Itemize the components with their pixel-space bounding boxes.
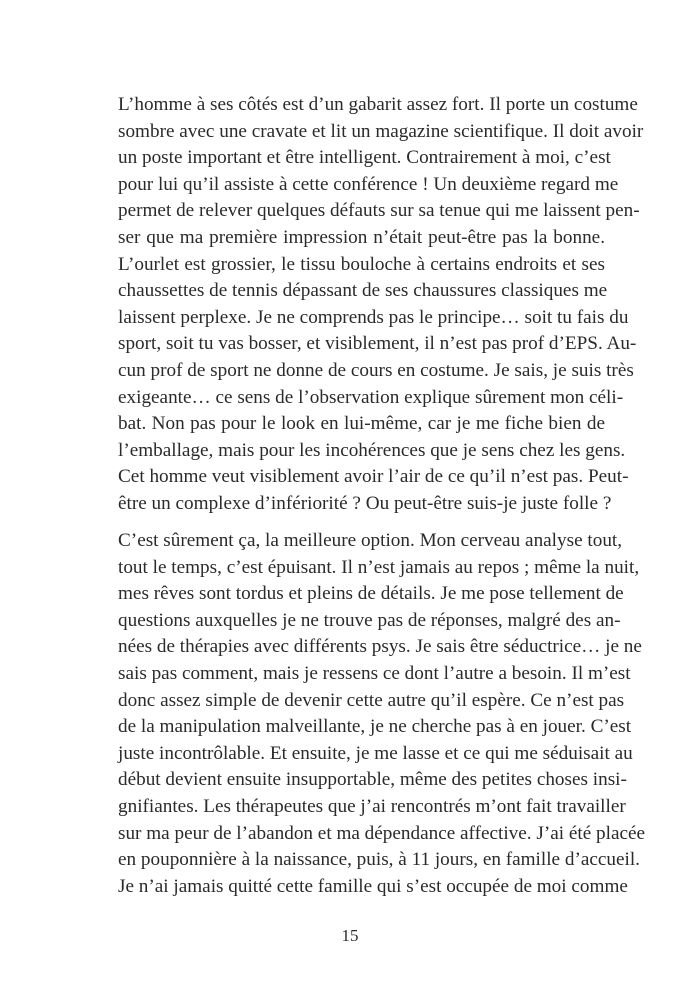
text-line: sur ma peur de l’abandon et ma dépendance affective. J’ai été placée <box>118 822 646 844</box>
text-line: questions auxquelles je ne trouve pas de réponses, malgré des an- <box>118 609 621 631</box>
text-line: pour lui qu’il assiste à cette conférence ! Un deuxième regard me <box>118 173 619 195</box>
text-line: L’homme à ses côtés est d’un gabarit assez fort. Il porte un costume <box>118 94 638 115</box>
text-line: Cet homme veut visiblement avoir l’air de ce qu’il n’est pas. Peut- <box>118 466 629 488</box>
text-line: être un complexe d’infériorité ? Ou peut-être suis-je juste folle ? <box>118 492 612 514</box>
text-line: cun prof de sport ne donne de cours en costume. Je sais, je suis très <box>118 359 634 381</box>
text-line: l’emballage, mais pour les incohérences que je sens chez les gens. <box>118 439 626 461</box>
text-line: permet de relever quelques défauts sur sa tenue qui me laissent pen- <box>118 200 640 222</box>
text-line: exigeante… ce sens de l’observation explique sûrement mon céli- <box>118 386 624 408</box>
text-line: Je n’ai jamais quitté cette famille qui s’est occupée de moi comme <box>118 875 628 897</box>
text-line: de la manipulation malveillante, je ne cherche pas à en jouer. C’est <box>118 716 632 738</box>
text-line: L’ourlet est grossier, le tissu bouloche à certains endroits et ses <box>118 253 605 275</box>
paragraph-2 <box>118 528 646 900</box>
page-number: 15 <box>341 926 359 945</box>
text-line: donc assez simple de devenir cette autre qu’il espère. Ce n’est pas <box>118 689 625 711</box>
text-line: un poste important et être intelligent. Contrairement à moi, c’est <box>118 147 611 169</box>
text-line: en pouponnière à la naissance, puis, à 11 jours, en famille d’accueil. <box>118 849 640 871</box>
text-line: sport, soit tu vas bosser, et visiblement, il n’est pas prof d’EPS. Au- <box>118 333 637 355</box>
text-line: tout le temps, c’est épuisant. Il n’est jamais au repos ; même la nuit, <box>118 556 640 578</box>
text-line: C’est sûrement ça, la meilleure option. Mon cerveau analyse tout, <box>118 530 623 551</box>
text-line: ser que ma première impression n’était peut-être pas la bonne. <box>118 226 605 248</box>
text-line: nées de thérapies avec différents psys. Je sais être séductrice… je ne <box>118 636 642 658</box>
text-line: sombre avec une cravate et lit un magazine scientifique. Il doit avoir <box>118 120 644 142</box>
text-line: début devient ensuite insupportable, même des petites choses insi- <box>118 769 627 791</box>
text-line: laissent perplexe. Je ne comprends pas le principe… soit tu fais du <box>118 306 629 328</box>
text-line: gnifiantes. Les thérapeutes que j’ai rencontrés m’ont fait travailler <box>118 795 626 817</box>
text-line: juste incontrôlable. Et ensuite, je me lasse et ce qui me séduisait au <box>118 742 633 764</box>
text-line: sais pas comment, mais je ressens ce dont l’autre a besoin. Il m’est <box>118 662 631 684</box>
paragraph-1 <box>118 92 644 518</box>
text-line: chaussettes de tennis dépassant de ses chaussures classiques me <box>118 280 608 302</box>
text-line: mes rêves sont tordus et pleins de détails. Je me pose tellement de <box>118 583 624 605</box>
text-line: bat. Non pas pour le look en lui-même, car je me fiche bien de <box>118 413 605 435</box>
